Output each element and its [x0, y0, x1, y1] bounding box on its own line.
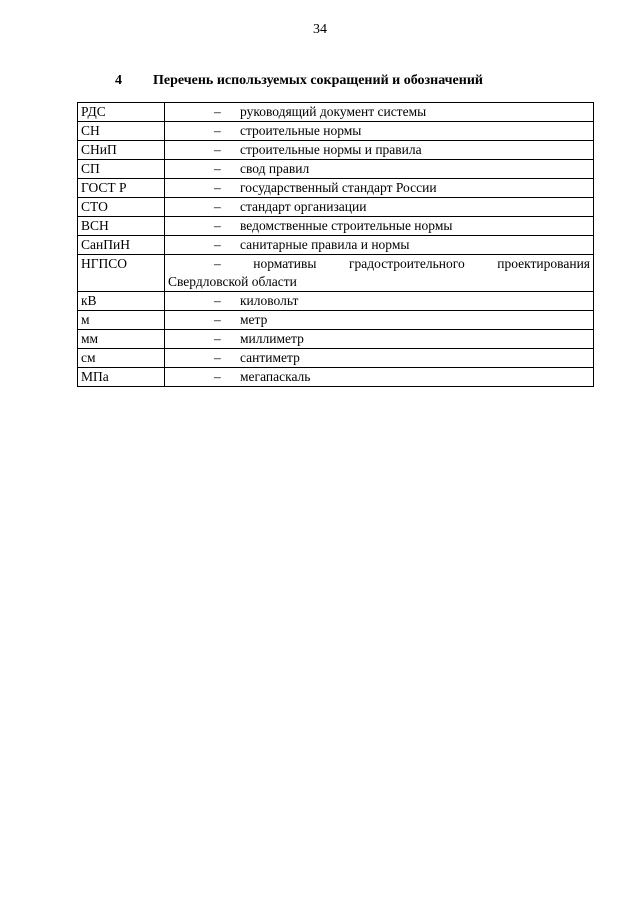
table-row	[78, 368, 594, 387]
abbreviation-definition: мегапаскаль	[240, 369, 311, 384]
abbreviation-definition: руководящий документ системы	[240, 104, 427, 119]
abbreviation-definition-cell	[165, 368, 594, 387]
abbreviation-definition-cell	[165, 292, 594, 311]
abbreviation-definition-cell	[165, 141, 594, 160]
section-title: Перечень используемых сокращений и обозначений	[153, 73, 483, 88]
dash: –	[214, 237, 221, 252]
abbreviation-term: кВ	[78, 292, 165, 311]
abbreviation-term: СН	[78, 122, 165, 141]
dash: –	[214, 161, 221, 176]
definition-second-line: Свердловской области	[168, 274, 297, 289]
abbreviation-definition: свод правил	[240, 161, 310, 176]
dash: –	[214, 180, 221, 195]
abbreviation-definition-cell	[165, 217, 594, 236]
abbreviation-term: мм	[78, 330, 165, 349]
abbreviation-definition: миллиметр	[240, 331, 304, 346]
table-row	[78, 255, 594, 292]
abbreviation-term: м	[78, 311, 165, 330]
abbreviation-definition-cell	[165, 103, 594, 122]
abbreviation-definition: метр	[240, 312, 268, 327]
dash: –	[214, 142, 221, 157]
abbreviation-definition: сантиметр	[240, 350, 300, 365]
dash: –	[214, 312, 221, 327]
dash: –	[214, 256, 221, 271]
table-row	[78, 349, 594, 368]
abbreviation-definition-cell	[165, 349, 594, 368]
table-row	[78, 198, 594, 217]
table-row	[78, 330, 594, 349]
abbreviation-term: МПа	[78, 368, 165, 387]
abbreviation-definition-cell	[165, 255, 594, 292]
abbreviation-definition: санитарные правила и нормы	[240, 237, 410, 252]
section-number: 4	[115, 73, 122, 88]
abbreviation-definition-cell	[165, 236, 594, 255]
abbreviation-definition-cell	[165, 160, 594, 179]
abbreviation-term: СТО	[78, 198, 165, 217]
table-row	[78, 217, 594, 236]
abbreviation-definition: строительные нормы	[240, 123, 362, 138]
table-row	[78, 160, 594, 179]
abbreviation-term: СанПиН	[78, 236, 165, 255]
abbreviations-table	[77, 102, 594, 387]
dash: –	[214, 293, 221, 308]
dash: –	[214, 369, 221, 384]
abbreviation-term: ГОСТ Р	[78, 179, 165, 198]
abbreviation-term: СНиП	[78, 141, 165, 160]
abbreviation-term: НГПСО	[78, 255, 165, 292]
abbreviation-term: СП	[78, 160, 165, 179]
definition-word: проектирования	[497, 256, 590, 271]
abbreviation-definition-cell	[165, 311, 594, 330]
abbreviation-term: РДС	[78, 103, 165, 122]
dash: –	[214, 123, 221, 138]
abbreviation-definition: ведомственные строительные нормы	[240, 218, 453, 233]
abbreviation-definition-cell	[165, 179, 594, 198]
section-heading	[115, 73, 483, 89]
dash: –	[214, 350, 221, 365]
abbreviation-definition: стандарт организации	[240, 199, 367, 214]
abbreviation-definition-cell	[165, 122, 594, 141]
table-row	[78, 292, 594, 311]
abbreviation-definition: государственный стандарт России	[240, 180, 437, 195]
definition-word: градостроительного	[349, 256, 465, 271]
dash: –	[214, 331, 221, 346]
table-row	[78, 236, 594, 255]
dash: –	[214, 104, 221, 119]
page-number: 34	[313, 22, 327, 37]
abbreviation-definition: строительные нормы и правила	[240, 142, 422, 157]
abbreviation-definition-cell	[165, 330, 594, 349]
abbreviation-definition: киловольт	[240, 293, 299, 308]
table-row	[78, 103, 594, 122]
definition-first-line	[168, 255, 590, 273]
table-row	[78, 179, 594, 198]
abbreviation-term: ВСН	[78, 217, 165, 236]
dash: –	[214, 218, 221, 233]
abbreviation-definition-cell	[165, 198, 594, 217]
table-row	[78, 311, 594, 330]
table-row	[78, 141, 594, 160]
dash: –	[214, 199, 221, 214]
abbreviation-term: см	[78, 349, 165, 368]
definition-word: нормативы	[253, 256, 317, 271]
table-row	[78, 122, 594, 141]
